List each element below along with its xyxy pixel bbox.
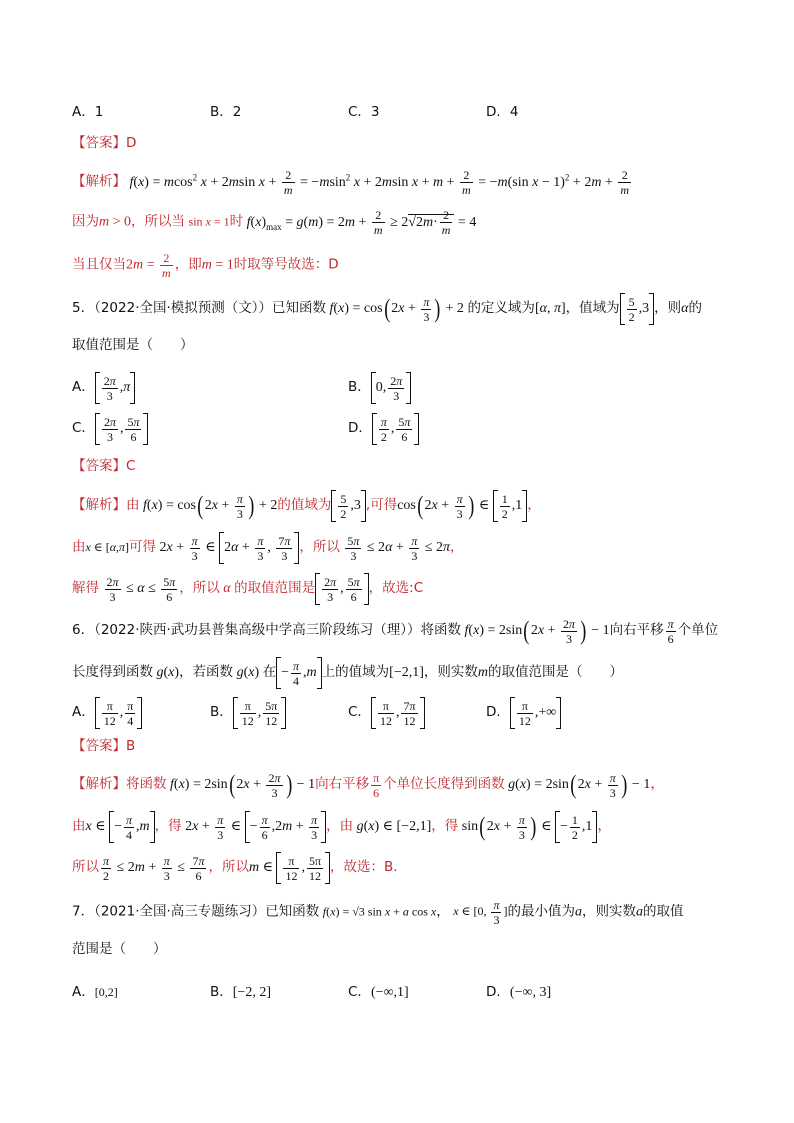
q5-analysis-1: 【解析】由 f(x) = cos(2x + $\frac{\pi}{3}$ ) + 2的值域为 $\frac{5}{2}$ ,3 ,可得cos(2x + $\frac{\pi}{3}$ ) ∈ $\frac{1}{2}$ ,1 ， xyxy=(72,491,541,521)
q7-stem-1: 7．（2021·全国·高三专题练习）已知函数 f(x) = √3 sin x + a cos x， x ∈ [0, $\frac{\pi}{3}$ ]的最小值为a，则实数a的取值 xyxy=(72,898,684,927)
q4-option-c: C．3 xyxy=(348,104,380,120)
answer-label: 【答案】 xyxy=(72,458,126,474)
q6-option-b: B． $\frac{\pi}{12}$ , $\frac{5\pi}{12}$ xyxy=(210,697,286,729)
q6-analysis-3: 所以 $\frac{\pi}{2}$ ≤ 2m + $\frac{\pi}{3}$ ≤ $\frac{7\pi}{6}$ ，所以m ∈ $\frac{\pi}{12}$ , $\frac{5\pi}{12}$ ，故选：B. xyxy=(72,853,398,883)
q7-option-b: B．[−2, 2] xyxy=(210,984,271,1000)
q6-option-a: A． $\frac{\pi}{12}$ , $\frac{\pi}{4}$ xyxy=(72,697,142,729)
q6-stem-2: 长度得到函数 g(x)，若函数 g(x) 在 − $\frac{\pi}{4}$ ,m 上的值域为[−2,1]，则实数m的取值范围是（ ） xyxy=(72,658,624,688)
q7-stem-2: 范围是（ ） xyxy=(72,941,167,957)
q6-analysis-1: 【解析】将函数 f(x) = 2sin(2x + $\frac{2\pi}{3}$ ) − 1向右平移 $\frac{\pi}{6}$ 个单位长度得到函数 g(x) = 2sin(2x + $\frac{\pi}{3}$ ) − 1， xyxy=(72,770,665,800)
q5-stem-1: 5．（2022·全国·模拟预测（文））已知函数 f(x) = cos(2x + $\frac{\pi}{3}$ ) + 2 的定义域为[α, π]，值域为 $\frac{5}{2}$ ,3 ，则α的 xyxy=(72,294,703,324)
q6-answer xyxy=(72,735,734,757)
q7-option-c: C．(−∞,1] xyxy=(348,984,409,1000)
answer-value: B xyxy=(126,738,136,754)
q5-option-c: C． $\frac{2\pi}{3}$ , $\frac{5\pi}{6}$ xyxy=(72,413,148,445)
q7-option-a: A．[0,2] xyxy=(72,984,118,1000)
q4-analysis-3: 当且仅当2m = $\frac{2}{m}$ ，即m = 1时取等号故选：D xyxy=(72,251,339,280)
q6-option-c: C． $\frac{\pi}{12}$ , $\frac{7\pi}{12}$ xyxy=(348,697,425,729)
q4-answer xyxy=(72,132,734,154)
q4-option-a: A．1 xyxy=(72,104,104,120)
q5-option-d: D． $\frac{\pi}{2}$ , $\frac{5\pi}{6}$ xyxy=(348,413,419,445)
answer-label: 【答案】 xyxy=(72,738,126,754)
q4-analysis-1 xyxy=(72,166,734,197)
q6-option-d: D． $\frac{\pi}{12}$ ,+∞ xyxy=(486,697,561,729)
analysis-label: 【解析】 xyxy=(72,497,126,514)
q4-option-d: D．4 xyxy=(486,104,519,120)
q5-answer xyxy=(72,455,734,477)
answer-value: C xyxy=(126,458,136,474)
q4-analysis-formula-1: f(x) = mcos$^2$ x + 2msin x + $\frac{2}{m}$ = −msin$^2$ x + 2msin x + m + $\frac{2}{m}$ = −m(sin x − 1)$^2$ + 2m + $\frac{2}{m}$ xyxy=(129,167,630,197)
analysis-label: 【解析】 xyxy=(72,776,126,793)
q7-option-d: D．(−∞, 3] xyxy=(486,984,552,1000)
q6-analysis-2: 由x ∈ − $\frac{\pi}{4}$ ,m ，得 2x + $\frac{\pi}{3}$ ∈ − $\frac{\pi}{6}$ ,2m + $\frac{\pi}{3}$ ，由 g(x) ∈ [−2,1]，得 sin(2x + $\frac{\pi}{3}$ ) ∈ − $\frac{1}{2}$ ,1 ， xyxy=(72,812,612,842)
q5-option-a: A． $\frac{2\pi}{3}$ ,π xyxy=(72,372,135,404)
q5-stem-2: 取值范围是（ ） xyxy=(72,337,194,353)
answer-value: D xyxy=(126,135,137,151)
q4-analysis-2: 因为m > 0，所以当 sin x = 1时 $f(x)_{max} = g(m) = 2m$ + $\frac{2}{m}$ ≥ 2√2m· $\frac{2}{m}$ = 4 xyxy=(72,208,477,237)
q5-analysis-2: 由x ∈ [α,π]可得 2x + $\frac{\pi}{3}$ ∈ 2α + $\frac{\pi}{3}$ , $\frac{7\pi}{3}$ ，所以 $\frac{5\pi}{3}$ ≤ 2α + $\frac{\pi}{3}$ ≤ 2π， xyxy=(72,533,464,563)
q5-analysis-3: 解得 $\frac{2\pi}{3}$ ≤ α ≤ $\frac{5\pi}{6}$ ，所以 α 的取值范围是 $\frac{2\pi}{3}$ , $\frac{5\pi}{6}$ ，故选:C xyxy=(72,574,424,604)
q6-stem-1: 6．（2022·陕西·武功县普集高级中学高三阶段练习（理））将函数 f(x) = 2sin(2x + $\frac{2\pi}{3}$ ) − 1向右平移 $\frac{\pi}{6}$ 个单位 xyxy=(72,616,719,646)
q4-option-b: B．2 xyxy=(210,104,242,120)
analysis-label: 【解析】 xyxy=(72,173,126,190)
q5-option-b: B． 0, $\frac{2\pi}{3}$ xyxy=(348,372,411,404)
answer-label: 【答案】 xyxy=(72,135,126,151)
